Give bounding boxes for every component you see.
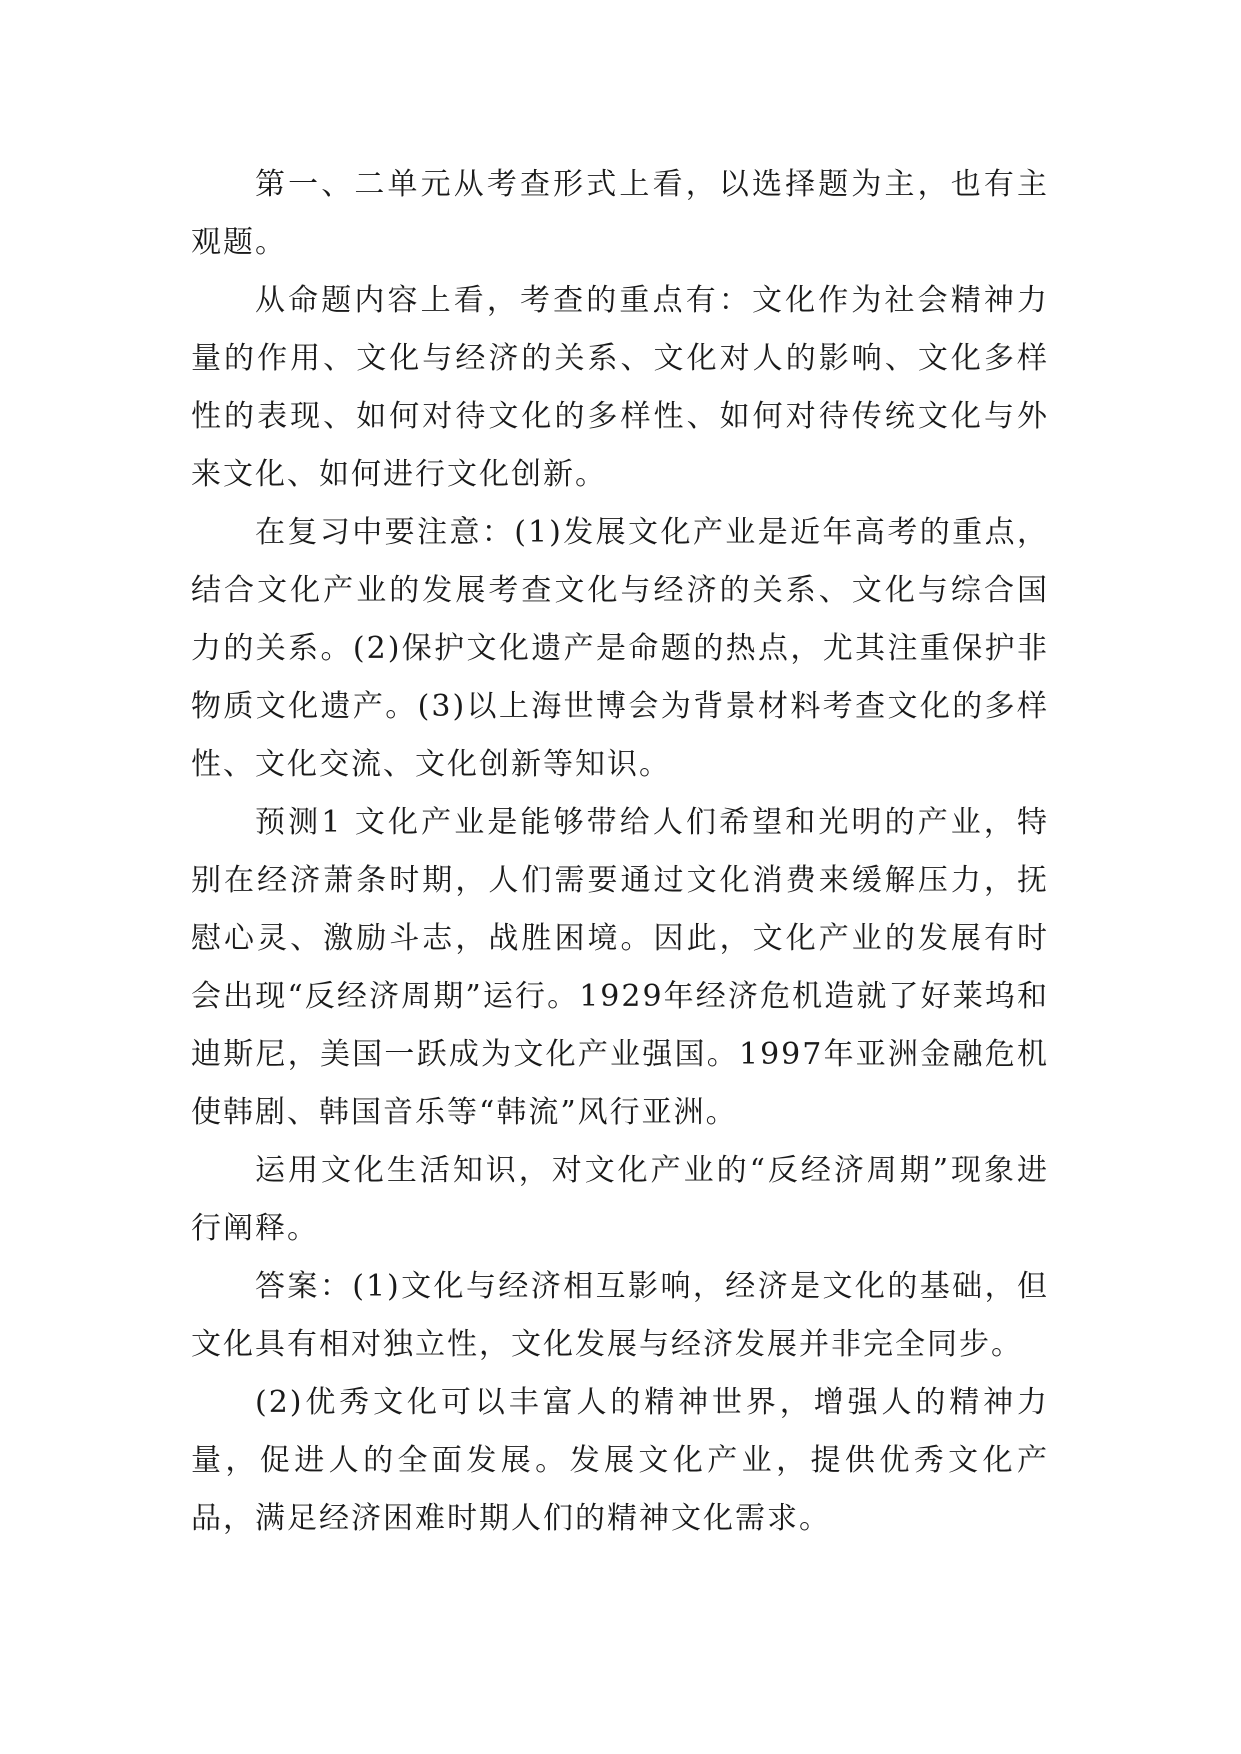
paragraph-review-notes: 在复习中要注意：(1)发展文化产业是近年高考的重点，结合文化产业的发展考查文化与经济的关系、文化与综合国力的关系。(2)保护文化遗产是命题的热点，尤其注重保护非物质文化遗产。(3)以上海世博会为背景材料考查文化的多样性、文化交流、文化创新等知识。 [191, 515, 1049, 782]
paragraph-exam-content: 从命题内容上看，考查的重点有：文化作为社会精神力量的作用、文化与经济的关系、文化对人的影响、文化多样性的表现、如何对待文化的多样性、如何对待传统文化与外来文化、如何进行文化创新。 [191, 283, 1049, 492]
paragraph-prediction-1: 预测1 文化产业是能够带给人们希望和光明的产业，特别在经济萧条时期，人们需要通过文化消费来缓解压力，抚慰心灵、激励斗志，战胜困境。因此，文化产业的发展有时会出现“反经济周期”运行。1929年经济危机造就了好莱坞和迪斯尼，美国一跃成为文化产业强国。1997年亚洲金融危机使韩剧、韩国音乐等“韩流”风行亚洲。 [191, 805, 1049, 1130]
paragraph-exam-format: 第一、二单元从考查形式上看，以选择题为主，也有主观题。 [191, 167, 1049, 260]
paragraph-answer-1: 答案：(1)文化与经济相互影响，经济是文化的基础，但文化具有相对独立性，文化发展与经济发展并非完全同步。 [191, 1269, 1049, 1362]
paragraph-answer-2: (2)优秀文化可以丰富人的精神世界，增强人的精神力量，促进人的全面发展。发展文化产业，提供优秀文化产品，满足经济困难时期人们的精神文化需求。 [191, 1385, 1049, 1536]
document-body [191, 156, 1049, 1548]
paragraph-question: 运用文化生活知识，对文化产业的“反经济周期”现象进行阐释。 [191, 1153, 1049, 1246]
